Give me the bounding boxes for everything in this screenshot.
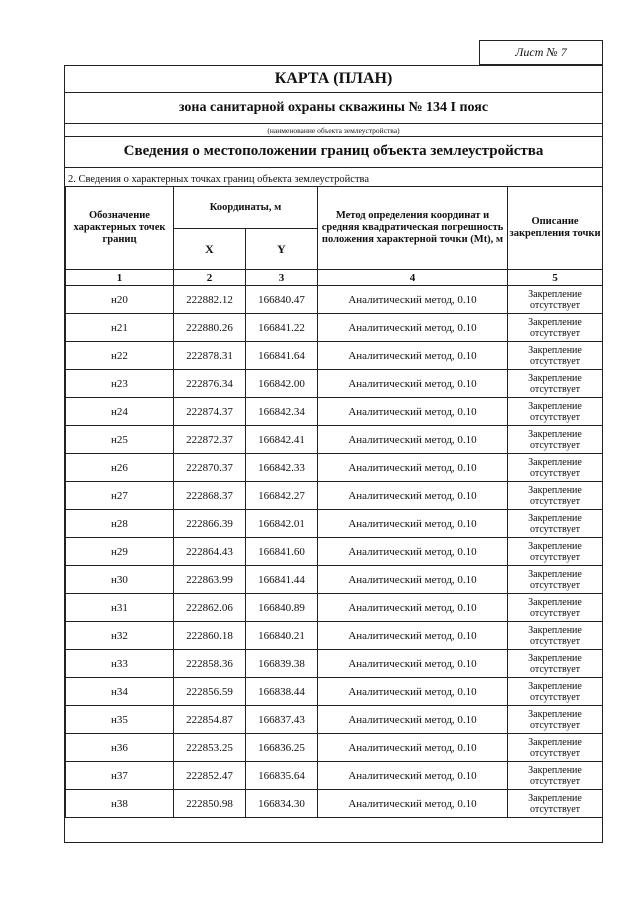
section-title: Сведения о местоположении границ объекта землеустройства bbox=[65, 136, 602, 168]
y-coordinate-cell: 166842.41 bbox=[246, 426, 318, 454]
method-cell: Аналитический метод, 0.10 bbox=[318, 678, 508, 706]
fixing-description-cell: Закрепление отсутствует bbox=[508, 650, 603, 678]
point-name-cell: н29 bbox=[66, 538, 174, 566]
table-row bbox=[66, 370, 603, 398]
x-coordinate-cell: 222850.98 bbox=[174, 790, 246, 818]
column-number: 3 bbox=[246, 270, 318, 286]
point-name-cell: н35 bbox=[66, 706, 174, 734]
method-cell: Аналитический метод, 0.10 bbox=[318, 650, 508, 678]
x-coordinate-cell: 222864.43 bbox=[174, 538, 246, 566]
table-row bbox=[66, 622, 603, 650]
y-coordinate-cell: 166841.60 bbox=[246, 538, 318, 566]
y-coordinate-cell: 166841.44 bbox=[246, 566, 318, 594]
x-coordinate-cell: 222880.26 bbox=[174, 314, 246, 342]
fixing-description-cell: Закрепление отсутствует bbox=[508, 426, 603, 454]
method-cell: Аналитический метод, 0.10 bbox=[318, 734, 508, 762]
table-row bbox=[66, 398, 603, 426]
method-cell: Аналитический метод, 0.10 bbox=[318, 594, 508, 622]
table-row bbox=[66, 706, 603, 734]
x-coordinate-cell: 222878.31 bbox=[174, 342, 246, 370]
table-row bbox=[66, 538, 603, 566]
method-cell: Аналитический метод, 0.10 bbox=[318, 454, 508, 482]
point-name-cell: н30 bbox=[66, 566, 174, 594]
x-coordinate-cell: 222863.99 bbox=[174, 566, 246, 594]
y-coordinate-cell: 166840.47 bbox=[246, 286, 318, 314]
x-coordinate-cell: 222854.87 bbox=[174, 706, 246, 734]
y-coordinate-cell: 166842.33 bbox=[246, 454, 318, 482]
table-row bbox=[66, 286, 603, 314]
fixing-description-cell: Закрепление отсутствует bbox=[508, 398, 603, 426]
fixing-description-cell: Закрепление отсутствует bbox=[508, 706, 603, 734]
document-title: КАРТА (ПЛАН) bbox=[65, 66, 602, 93]
sheet-number: Лист № 7 bbox=[479, 40, 603, 65]
header-fixing: Описание закрепления точки bbox=[508, 187, 603, 270]
header-point-name: Обозначение характерных точек границ bbox=[66, 187, 174, 270]
x-coordinate-cell: 222874.37 bbox=[174, 398, 246, 426]
fixing-description-cell: Закрепление отсутствует bbox=[508, 286, 603, 314]
fixing-description-cell: Закрепление отсутствует bbox=[508, 482, 603, 510]
table-row bbox=[66, 482, 603, 510]
x-coordinate-cell: 222860.18 bbox=[174, 622, 246, 650]
fixing-description-cell: Закрепление отсутствует bbox=[508, 510, 603, 538]
x-coordinate-cell: 222856.59 bbox=[174, 678, 246, 706]
x-coordinate-cell: 222876.34 bbox=[174, 370, 246, 398]
point-name-cell: н37 bbox=[66, 762, 174, 790]
x-coordinate-cell: 222852.47 bbox=[174, 762, 246, 790]
table-row bbox=[66, 678, 603, 706]
method-cell: Аналитический метод, 0.10 bbox=[318, 370, 508, 398]
table-row bbox=[66, 734, 603, 762]
y-coordinate-cell: 166842.00 bbox=[246, 370, 318, 398]
point-name-cell: н22 bbox=[66, 342, 174, 370]
fixing-description-cell: Закрепление отсутствует bbox=[508, 314, 603, 342]
method-cell: Аналитический метод, 0.10 bbox=[318, 426, 508, 454]
fixing-description-cell: Закрепление отсутствует bbox=[508, 370, 603, 398]
table-row bbox=[66, 650, 603, 678]
y-coordinate-cell: 166837.43 bbox=[246, 706, 318, 734]
fixing-description-cell: Закрепление отсутствует bbox=[508, 734, 603, 762]
method-cell: Аналитический метод, 0.10 bbox=[318, 706, 508, 734]
y-coordinate-cell: 166836.25 bbox=[246, 734, 318, 762]
points-table-body bbox=[66, 286, 603, 818]
fixing-description-cell: Закрепление отсутствует bbox=[508, 790, 603, 818]
fixing-description-cell: Закрепление отсутствует bbox=[508, 538, 603, 566]
x-coordinate-cell: 222872.37 bbox=[174, 426, 246, 454]
table-row bbox=[66, 594, 603, 622]
point-name-cell: н25 bbox=[66, 426, 174, 454]
table-row bbox=[66, 762, 603, 790]
y-coordinate-cell: 166842.34 bbox=[246, 398, 318, 426]
table-row bbox=[66, 426, 603, 454]
fixing-description-cell: Закрепление отсутствует bbox=[508, 594, 603, 622]
x-coordinate-cell: 222866.39 bbox=[174, 510, 246, 538]
y-coordinate-cell: 166839.38 bbox=[246, 650, 318, 678]
fixing-description-cell: Закрепление отсутствует bbox=[508, 342, 603, 370]
column-number: 2 bbox=[174, 270, 246, 286]
header-coordinates: Координаты, м bbox=[174, 187, 318, 229]
method-cell: Аналитический метод, 0.10 bbox=[318, 790, 508, 818]
header-x: X bbox=[174, 229, 246, 270]
point-name-cell: н26 bbox=[66, 454, 174, 482]
method-cell: Аналитический метод, 0.10 bbox=[318, 342, 508, 370]
y-coordinate-cell: 166838.44 bbox=[246, 678, 318, 706]
point-name-cell: н36 bbox=[66, 734, 174, 762]
fixing-description-cell: Закрепление отсутствует bbox=[508, 622, 603, 650]
y-coordinate-cell: 166842.27 bbox=[246, 482, 318, 510]
column-number: 1 bbox=[66, 270, 174, 286]
y-coordinate-cell: 166835.64 bbox=[246, 762, 318, 790]
point-name-cell: н20 bbox=[66, 286, 174, 314]
object-name: зона санитарной охраны скважины № 134 I пояс bbox=[178, 100, 489, 115]
method-cell: Аналитический метод, 0.10 bbox=[318, 538, 508, 566]
fixing-description-cell: Закрепление отсутствует bbox=[508, 762, 603, 790]
points-table bbox=[65, 186, 603, 818]
point-name-cell: н24 bbox=[66, 398, 174, 426]
method-cell: Аналитический метод, 0.10 bbox=[318, 286, 508, 314]
method-cell: Аналитический метод, 0.10 bbox=[318, 510, 508, 538]
table-row bbox=[66, 454, 603, 482]
point-name-cell: н23 bbox=[66, 370, 174, 398]
header-method: Метод определения координат и средняя квадратическая погрешность положения характерной точки (Mt), м bbox=[318, 187, 508, 270]
y-coordinate-cell: 166841.22 bbox=[246, 314, 318, 342]
point-name-cell: н32 bbox=[66, 622, 174, 650]
column-number: 4 bbox=[318, 270, 508, 286]
table-row bbox=[66, 790, 603, 818]
fixing-description-cell: Закрепление отсутствует bbox=[508, 454, 603, 482]
x-coordinate-cell: 222853.25 bbox=[174, 734, 246, 762]
table-row bbox=[66, 566, 603, 594]
method-cell: Аналитический метод, 0.10 bbox=[318, 762, 508, 790]
x-coordinate-cell: 222858.36 bbox=[174, 650, 246, 678]
y-coordinate-cell: 166834.30 bbox=[246, 790, 318, 818]
point-name-cell: н33 bbox=[66, 650, 174, 678]
table-row bbox=[66, 314, 603, 342]
point-name-cell: н27 bbox=[66, 482, 174, 510]
method-cell: Аналитический метод, 0.10 bbox=[318, 314, 508, 342]
document-frame bbox=[64, 65, 603, 843]
y-coordinate-cell: 166840.89 bbox=[246, 594, 318, 622]
table-caption: 2. Сведения о характерных точках границ объекта землеустройства bbox=[68, 173, 370, 185]
fixing-description-cell: Закрепление отсутствует bbox=[508, 566, 603, 594]
y-coordinate-cell: 166842.01 bbox=[246, 510, 318, 538]
header-y: Y bbox=[246, 229, 318, 270]
table-row bbox=[66, 342, 603, 370]
method-cell: Аналитический метод, 0.10 bbox=[318, 566, 508, 594]
x-coordinate-cell: 222870.37 bbox=[174, 454, 246, 482]
table-row bbox=[66, 510, 603, 538]
fixing-description-cell: Закрепление отсутствует bbox=[508, 678, 603, 706]
x-coordinate-cell: 222868.37 bbox=[174, 482, 246, 510]
method-cell: Аналитический метод, 0.10 bbox=[318, 482, 508, 510]
y-coordinate-cell: 166840.21 bbox=[246, 622, 318, 650]
object-name-note: (наименование объекта землеустройства) bbox=[65, 123, 602, 137]
point-name-cell: н21 bbox=[66, 314, 174, 342]
point-name-cell: н34 bbox=[66, 678, 174, 706]
y-coordinate-cell: 166841.64 bbox=[246, 342, 318, 370]
x-coordinate-cell: 222862.06 bbox=[174, 594, 246, 622]
point-name-cell: н31 bbox=[66, 594, 174, 622]
point-name-cell: н28 bbox=[66, 510, 174, 538]
x-coordinate-cell: 222882.12 bbox=[174, 286, 246, 314]
point-name-cell: н38 bbox=[66, 790, 174, 818]
column-number: 5 bbox=[508, 270, 603, 286]
method-cell: Аналитический метод, 0.10 bbox=[318, 622, 508, 650]
method-cell: Аналитический метод, 0.10 bbox=[318, 398, 508, 426]
